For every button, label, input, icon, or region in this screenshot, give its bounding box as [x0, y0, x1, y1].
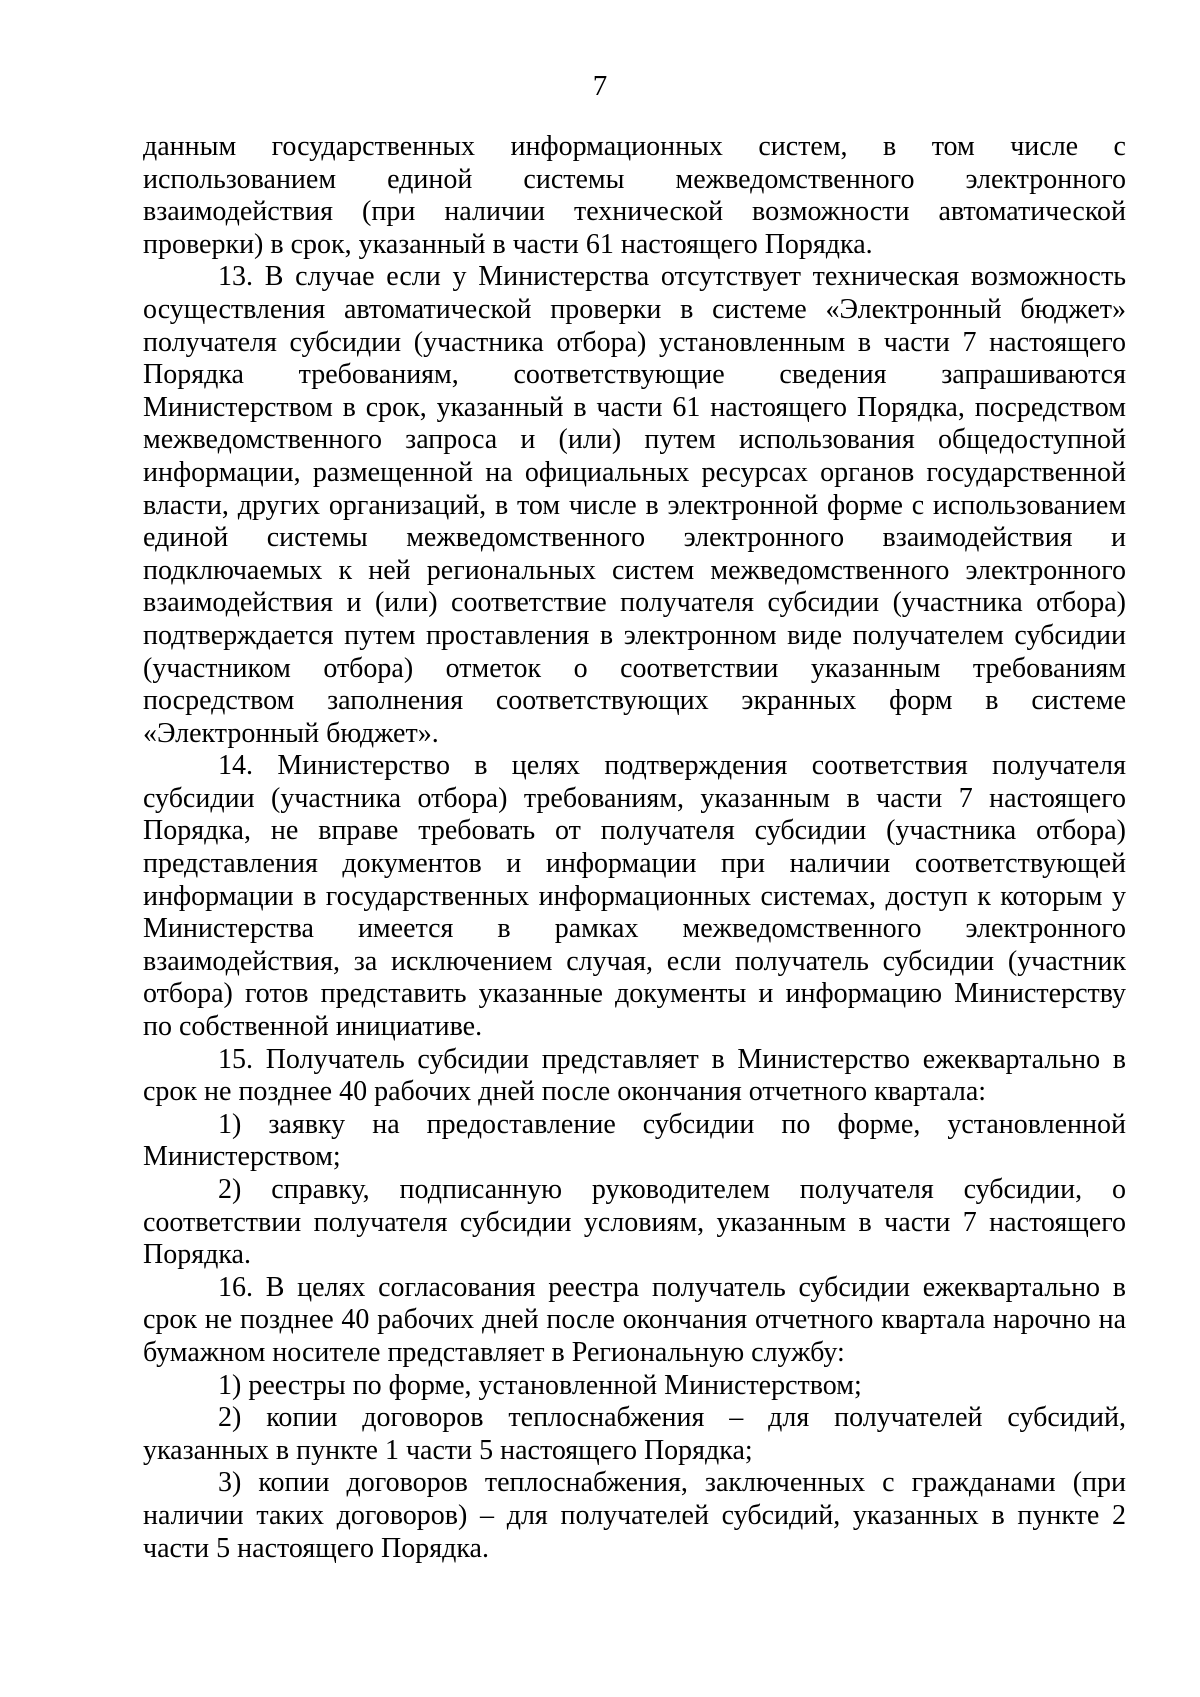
paragraph-16: 16. В целях согласования реестра получатель субсидии ежеквартально в срок не позднее 40 рабочих дней после окончания отчетного квартала нарочно на бумажном носителе представляет в Региональную службу:	[143, 1271, 1126, 1368]
document-body	[143, 131, 1126, 1565]
page-number: 7	[592, 70, 608, 102]
paragraph-16-item-2: 2) копии договоров теплоснабжения – для получателей субсидий, указанных в пункте 1 части 5 настоящего Порядка;	[143, 1402, 1126, 1466]
paragraph-16-item-3: 3) копии договоров теплоснабжения, заключенных с гражданами (при наличии таких договоров) – для получателей субсидий, указанных в пункте 2 части 5 настоящего Порядка.	[143, 1467, 1126, 1564]
paragraph-continuation: данным государственных информационных систем, в том числе с использованием единой системы межведомственного электронного взаимодействия (при наличии технической возможности автоматической проверки) в срок, указанный в части 61 настоящего Порядка.	[143, 131, 1126, 260]
paragraph-15-item-1: 1) заявку на предоставление субсидии по форме, установленной Министерством;	[143, 1108, 1126, 1173]
paragraph-14: 14. Министерство в целях подтверждения соответствия получателя субсидии (участника отбора) требованиям, указанным в части 7 настоящего Порядка, не вправе требовать от получателя субсидии (участника отбора) представления документов и информации при наличии соответствующей информации в государственных информационных системах, доступ к которым у Министерства имеется в рамках межведомственного электронного взаимодействия, за исключением случая, если получатель субсидии (участник отбора) готов представить указанные документы и информацию Министерству по собственной инициативе.	[143, 750, 1126, 1043]
paragraph-16-item-1: 1) реестры по форме, установленной Министерством;	[218, 1369, 862, 1401]
paragraph-15: 15. Получатель субсидии представляет в Министерство ежеквартально в срок не позднее 40 рабочих дней после окончания отчетного квартала:	[143, 1043, 1126, 1108]
paragraph-13: 13. В случае если у Министерства отсутствует техническая возможность осуществления автоматической проверки в системе «Электронный бюджет» получателя субсидии (участника отбора) установленным в части 7 настоящего Порядка требованиям, соответствующие сведения запрашиваются Министерством в срок, указанный в части 61 настоящего Порядка, посредством межведомственного запроса и (или) путем использования общедоступной информации, размещенной на официальных ресурсах органов государственной власти, других организаций, в том числе в электронной форме с использованием единой системы межведомственного электронного взаимодействия и подключаемых к ней региональных систем межведомственного электронного взаимодействия и (или) соответствие получателя субсидии (участника отбора) подтверждается путем проставления в электронном виде получателем субсидии (участником отбора) отметок о соответствии указанным требованиям посредством заполнения соответствующих экранных форм в системе «Электронный бюджет».	[143, 261, 1126, 749]
paragraph-15-item-2: 2) справку, подписанную руководителем получателя субсидии, о соответствии получателя субсидии условиям, указанным в части 7 настоящего Порядка.	[143, 1174, 1126, 1271]
